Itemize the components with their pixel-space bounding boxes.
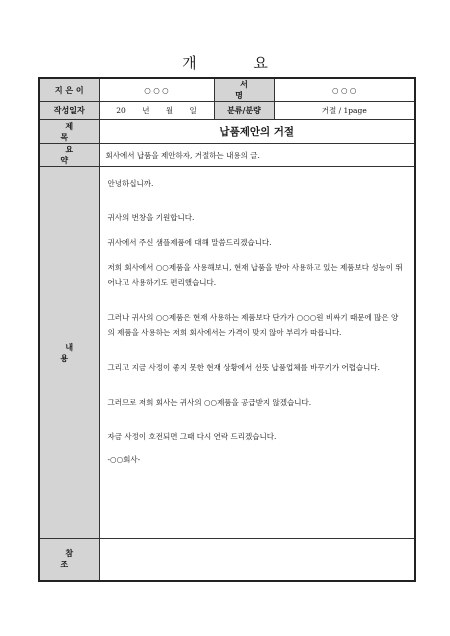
date-value: 20 년 월 일	[99, 102, 214, 120]
signature-label: 서 명	[214, 78, 274, 102]
date-label: 작성일자	[39, 102, 99, 120]
company-signoff: -○○회사-	[107, 455, 141, 464]
intro-paragraph: 귀사에서 주신 샘플제품에 대해 말씀드리겠습니다.	[107, 238, 272, 247]
author-value: ○ ○ ○	[99, 78, 214, 102]
greeting-paragraph: 안녕하십니까.	[107, 179, 154, 188]
subject-label: 제 목	[39, 120, 99, 144]
overview-form	[38, 77, 416, 582]
author-label: 지 은 이	[39, 78, 99, 102]
page-title: 개 요	[182, 54, 294, 72]
category-value: 거절 / 1page	[274, 102, 415, 120]
content-label: 내 용	[39, 167, 99, 539]
closing-paragraph: 자금 사정이 호전되면 그때 다시 연락 드리겠습니다.	[107, 432, 277, 441]
reference-label: 참 조	[39, 539, 99, 581]
price-paragraph: 그러나 귀사의 ○○제품은 현재 사용하는 제품보다 단가가 ○○○원 비싸기 때문에 많은 양의 제품을 사용하는 저희 회사에서는 가격이 맞지 않아 부리가 따릅니다.	[107, 313, 399, 337]
decision-paragraph: 그러므로 저희 회사는 귀사의 ○○제품을 공급받지 않겠습니다.	[107, 398, 312, 407]
evaluation-paragraph: 저희 회사에서 ○○제품을 사용해보니, 현재 납품을 받아 사용하고 있는 제품보다 성능이 뛰어나고 사용하기도 편리했습니다.	[107, 263, 403, 287]
situation-paragraph: 그리고 지금 사정이 좋지 못한 현재 상황에서 선뜻 납품업체를 바꾸기가 어렵습니다.	[107, 363, 381, 372]
content-body	[99, 167, 415, 539]
summary-value: 회사에서 납품을 제안하자, 거절하는 내용의 글.	[99, 144, 415, 167]
signature-value: ○ ○ ○	[274, 78, 415, 102]
reference-value	[99, 539, 415, 581]
category-label: 분류/분량	[214, 102, 274, 120]
subject-value: 납품제안의 거절	[99, 120, 415, 144]
summary-label: 요 약	[39, 144, 99, 167]
wish-paragraph: 귀사의 번창을 기원합니다.	[107, 213, 195, 222]
